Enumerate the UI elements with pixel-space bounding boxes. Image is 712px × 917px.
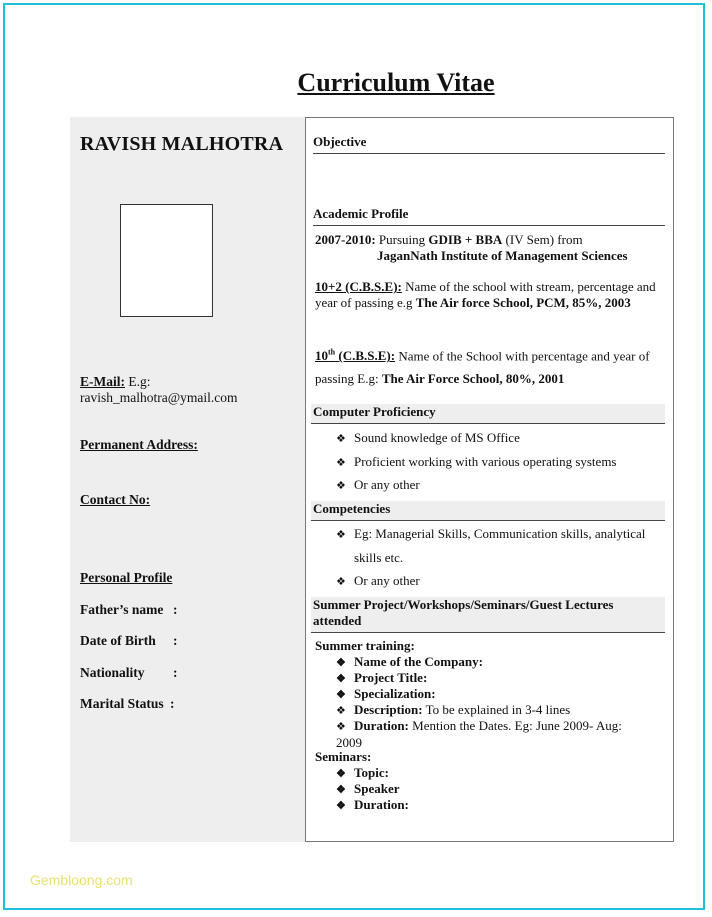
watermark: Gembloong.com xyxy=(30,872,133,888)
summer-training-label: Summer training: xyxy=(315,638,415,653)
candidate-name: RAVISH MALHOTRA xyxy=(80,133,284,155)
photo-placeholder xyxy=(120,204,213,317)
nationality-colon: : xyxy=(173,665,178,680)
list-item: ❖ Eg: Managerial Skills, Communication skills, analytical xyxy=(336,526,646,541)
bullet-icon: ❖ xyxy=(336,457,346,469)
academic-entry-3: 10th (C.B.S.E): Name of the School with percentage and year of passing E.g: The Air Force School, 80%, 2001 xyxy=(315,348,650,387)
list-item-continuation: skills etc. xyxy=(354,550,404,565)
projects-heading: Summer Project/Workshops/Seminars/Guest Lectures attended xyxy=(311,597,665,633)
bullet-icon: ❖ xyxy=(336,768,346,780)
fathers-name-label: Father’s name xyxy=(80,602,164,617)
marital-status-label: Marital Status xyxy=(80,696,164,711)
list-item: ❖ Proficient working with various operating systems xyxy=(336,454,617,469)
fathers-name-colon: : xyxy=(173,602,178,617)
bullet-icon: ❖ xyxy=(336,576,346,588)
seminars-label: Seminars: xyxy=(315,749,372,764)
bullet-icon: ❖ xyxy=(336,721,346,733)
bullet-icon: ❖ xyxy=(336,529,346,541)
list-item: ❖ Sound knowledge of MS Office xyxy=(336,430,520,445)
academic-entry-1: 2007-2010: Pursuing GDIB + BBA (IV Sem) from JaganNath Institute of Management Sciences xyxy=(315,232,628,263)
bullet-icon: ❖ xyxy=(336,480,346,492)
email-block: E-Mail: E.g: ravish_malhotra@ymail.com xyxy=(80,374,238,405)
academic-entry-2: 10+2 (C.B.S.E): Name of the school with stream, percentage and year of passing e.g The Air force School, PCM, 85%, 2003 xyxy=(315,279,656,310)
list-item: ❖ Project Title: xyxy=(336,670,428,685)
dob-colon: : xyxy=(173,633,178,648)
dob-label: Date of Birth xyxy=(80,633,156,648)
list-item: ❖ Duration: xyxy=(336,797,409,812)
list-item: ❖ Or any other xyxy=(336,477,420,492)
marital-status-colon: : xyxy=(170,696,175,711)
list-item: ❖ Specialization: xyxy=(336,686,436,701)
email-value: ravish_malhotra@ymail.com xyxy=(80,390,238,405)
list-item: ❖ Or any other xyxy=(336,573,420,588)
academic-heading: Academic Profile xyxy=(313,206,665,226)
bullet-icon: ❖ xyxy=(336,784,346,796)
bullet-icon: ❖ xyxy=(336,689,346,701)
list-item: ❖ Description: To be explained in 3-4 lines xyxy=(336,702,571,717)
bullet-icon: ❖ xyxy=(336,800,346,812)
list-item: ❖ Duration: Mention the Dates. Eg: June 2009- Aug: 2009 xyxy=(336,718,622,750)
list-item: ❖ Topic: xyxy=(336,765,389,780)
list-item: ❖ Speaker xyxy=(336,781,400,796)
list-item: ❖ Name of the Company: xyxy=(336,654,483,669)
nationality-label: Nationality xyxy=(80,665,145,680)
bullet-icon: ❖ xyxy=(336,705,346,717)
contact-no-label: Contact No: xyxy=(80,492,151,507)
permanent-address-label: Permanent Address: xyxy=(80,437,198,452)
competencies-heading: Competencies xyxy=(311,501,665,521)
bullet-icon: ❖ xyxy=(336,657,346,669)
page-title: Curriculum Vitae xyxy=(297,68,495,97)
personal-profile-heading: Personal Profile xyxy=(80,570,173,585)
bullet-icon: ❖ xyxy=(336,673,346,685)
objective-heading: Objective xyxy=(313,134,665,154)
computer-proficiency-heading: Computer Proficiency xyxy=(311,404,665,424)
bullet-icon: ❖ xyxy=(336,433,346,445)
